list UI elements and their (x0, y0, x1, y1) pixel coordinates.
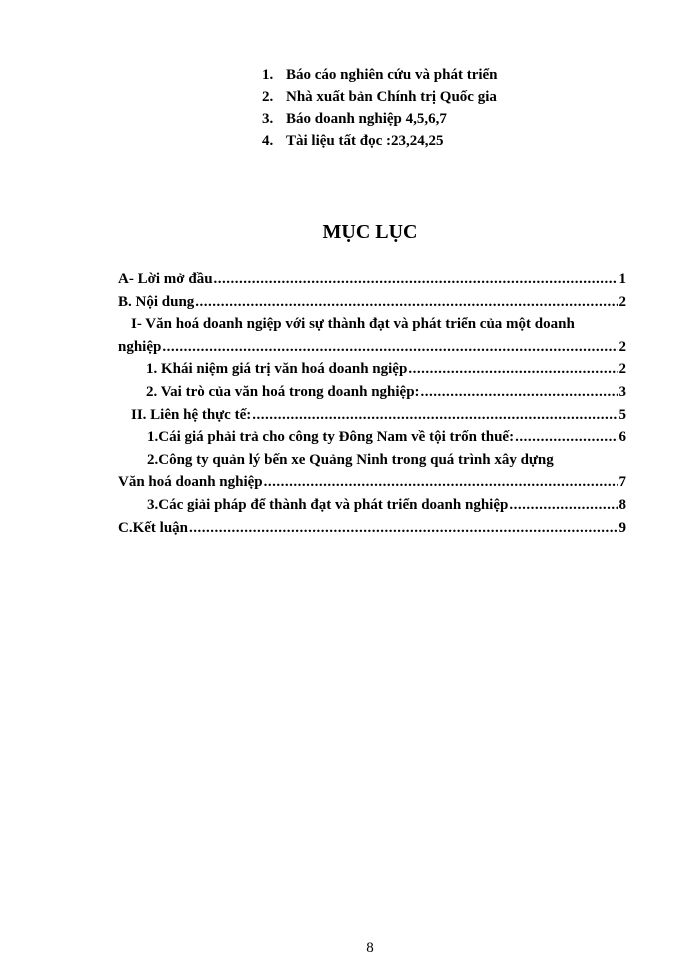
toc-entry[interactable] (118, 404, 626, 427)
toc-leader-dots (408, 358, 617, 381)
toc-entry-continuation[interactable] (118, 471, 626, 494)
toc-page-number: 9 (618, 519, 626, 536)
reference-item (262, 108, 498, 130)
toc-entry-text: Văn hoá doanh nghiệp (118, 474, 263, 491)
toc-page-number: 6 (618, 429, 626, 446)
toc-leader-dots (509, 494, 617, 517)
reference-text: Tài liệu tất đọc :23,24,25 (286, 133, 444, 149)
toc-entry-text: II. Liên hệ thực tế: (131, 406, 252, 423)
toc-entry[interactable] (118, 268, 626, 291)
toc-entry-continuation[interactable] (118, 336, 626, 359)
toc-page-number: 7 (618, 474, 626, 491)
toc-entry-text: 2. Vai trò của văn hoá trong doanh nghiệp: (146, 383, 420, 400)
page-number: 8 (366, 940, 374, 956)
toc-leader-dots (252, 404, 617, 427)
toc-entry-text: 2.Công ty quản lý bến xe Quảng Ninh trong quá trình xây dựng (147, 451, 554, 468)
toc-entry[interactable] (118, 494, 626, 517)
toc-page-number: 5 (618, 406, 626, 423)
toc-leader-dots (162, 336, 617, 359)
reference-number: 2. (262, 89, 274, 105)
toc-entry-text: A- Lời mở đầu (118, 271, 213, 287)
reference-text: Nhà xuất bản Chính trị Quốc gia (286, 89, 497, 105)
reference-text: Báo doanh nghiệp 4,5,6,7 (286, 111, 447, 127)
toc-entry-text: nghiệp (118, 338, 162, 355)
reference-number: 4. (262, 133, 274, 149)
toc-entry-text: 1.Cái giá phải trả cho công ty Đông Nam về tội trốn thuế: (147, 429, 515, 446)
toc-page-number: 2 (618, 338, 626, 355)
reference-item (262, 86, 498, 108)
toc-entry-text: C.Kết luận (118, 519, 189, 536)
toc-page-number: 8 (618, 496, 626, 513)
toc-entry-text: I- Văn hoá doanh ngiệp với sự thành đạt và phát triển của một doanh (131, 316, 575, 333)
toc-leader-dots (214, 268, 618, 291)
toc-entry[interactable] (118, 449, 626, 472)
reference-list (262, 64, 498, 152)
reference-item (262, 130, 498, 152)
toc-entry[interactable] (118, 426, 626, 449)
toc-page-number: 1 (618, 271, 626, 287)
reference-text: Báo cáo nghiên cứu và phát triển (286, 67, 498, 83)
toc-entry-text: 1. Khái niệm giá trị văn hoá doanh ngiệp (146, 361, 408, 378)
toc-page-number: 2 (618, 293, 626, 310)
reference-number: 1. (262, 67, 274, 83)
reference-number: 3. (262, 111, 274, 127)
toc-leader-dots (515, 426, 617, 449)
toc-title: MỤC LỤC (322, 221, 418, 243)
toc-page-number: 2 (618, 361, 626, 378)
toc-leader-dots (264, 471, 618, 494)
toc-entry[interactable] (118, 517, 626, 540)
table-of-contents (118, 268, 626, 539)
toc-entry-text: B. Nội dung (118, 293, 195, 310)
toc-leader-dots (195, 291, 617, 314)
toc-entry[interactable] (118, 313, 626, 336)
toc-entry-text: 3.Các giải pháp để thành đạt và phát triển doanh nghiệp (147, 496, 509, 513)
toc-page-number: 3 (618, 383, 626, 400)
toc-entry[interactable] (118, 381, 626, 404)
reference-item (262, 64, 498, 86)
toc-entry[interactable] (118, 358, 626, 381)
toc-leader-dots (189, 517, 617, 540)
toc-entry[interactable] (118, 291, 626, 314)
toc-leader-dots (421, 381, 618, 404)
